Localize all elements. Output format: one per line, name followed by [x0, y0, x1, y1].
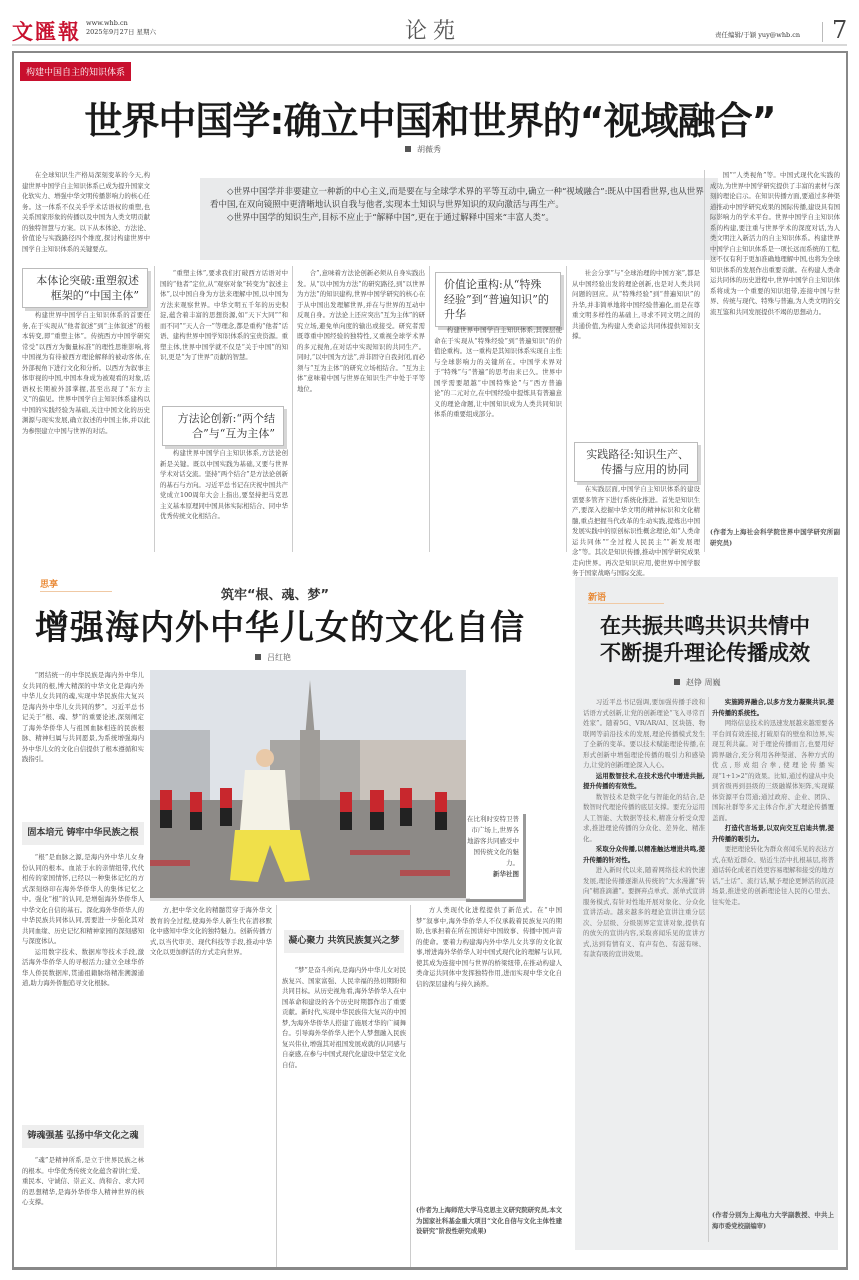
tai-chi-photo [150, 670, 466, 898]
article2-author: 吕红艳 [267, 653, 291, 662]
newspaper-logo: 文匯報 [12, 19, 81, 44]
a2-col1b-text: “根”是血脉之源,是海内外中华儿女身份认同的根本。血浓于水的亲情纽带,代代相传的家国情怀,已经以一种集体记忆的方式深刻烙印在海外华侨华人的集体记忆之中。强化“根”的认同,是增强海外华侨华人中华文化自信的基石。深化海外华侨华人的中华民族共同体认同,需要进一步强化其对共同血缘、历史记忆和精神家园的深刻感知与深度体认。 [22, 853, 144, 945]
article1-byline [405, 144, 441, 155]
page-number-divider [822, 22, 823, 42]
a3-col1c-text: 进入新时代以来,随着网络技术的快速发展,理论传播逐渐从传统的“大水漫灌”转向“精准滴灌”。要摒弃点单式、派单式宣讲服务模式,有针对性地开展对象化、分众化宣讲活动。越来越多的理论宣讲注重分层次、分层级、分级别界定宣讲对象,提供有的放矢的宣讲内容,采取喜闻乐见的宣讲方式,达到有情有义、有声有色、有滋有味、有款有吸的宣讲效果。 [583, 866, 705, 958]
col1-text: 构建世界中国学自主知识体系的首要任务,在于实现从“他者叙述”到“主体叙述”的根本转变,即“重塑主体”。传统西方中国学研究常受“以西方为衡量标准”的理性思维影响,将中国视为有待被西方理论解释的被动客体,在外部视角下进行文化和分析。以西方为叙事主体审视的中国,中国本身成为被观看的对象,话语权长期被外部掌握,甚至出现了“东方主义”的偏见。世界中国学自主知识体系建构以中国的实践经验为基础,关注中国文化的历史渊源与现实发展,确立叙述的中国主体,并以此为参照建立中国与世界的对话。 [22, 311, 150, 435]
column-rule [566, 266, 567, 552]
article3-col2 [712, 697, 834, 1207]
article1-headline: 世界中国学:确立中国和世界的“视域融合” [84, 99, 776, 143]
masthead [0, 0, 859, 46]
masthead-meta [86, 19, 156, 37]
column-rule [154, 266, 155, 552]
a3-lead-1: 运用数智技术,在技术迭代中增进共振,提升传播的有效性。 [583, 771, 705, 790]
col2b-text: 构建世界中国学自主知识体系,方法论创新是关键。既以中国实践为基础,又要与世界学术对话交流。坚持“两个结合”是方法论创新的基石与方向。习近平总书记在庆祝中国共产党成立100周年大会上指出,要坚持把马克思主义基本原理同中国具体实际相结合、同中华优秀传统文化相结合。 [160, 449, 288, 520]
byline-square-icon [674, 679, 680, 685]
article3-author-note: (作者分别为上海电力大学副教授、中共上海市委党校副编审) [712, 1211, 834, 1230]
subhead-soul [22, 1125, 144, 1148]
article1-col2 [160, 268, 288, 403]
col3-text: 合”,意味着方法论创新必须从自身实践出发。从“以中国为方法”的研究路径,到“以世界为方法”的知识建构,世界中国学研究的核心在于从中国出发理解世界,并在与世界的互动中反观自身。方法论上还应突出“互为主体”的研究立场,避免单向度的输出或接受。研究者需既尊重中国经验的独特性,又重视全球学术界的多元视角,在对话中实现知识的共同生产。同时,“以中国为方法”,并非固守自我封闭,而必须与“互为主体”的研究立场相结合。“互为主体”意味着中国与世界在知识生产中处于平等地位。 [297, 269, 425, 393]
article2-byline [255, 652, 291, 663]
column-rule [429, 266, 430, 552]
article1-abstract [200, 178, 718, 260]
section-title: 论苑 [405, 19, 462, 44]
article2-col1d [22, 1155, 144, 1267]
article2-col3 [282, 965, 406, 1267]
a2-col2-text: 方,把中华文化的精髓贯穿于海外华文教育的全过程,使海外华人新生代在潜移默化中感知中华文化的独特魅力。创新传播方式,以当代审美、现代科技等手段,推动中华文化以更加鲜活的方式走向世界。 [150, 906, 272, 956]
article1-author: 胡薇秀 [417, 145, 441, 154]
photo-shadow [150, 898, 470, 901]
caption-text: 在比利时安特卫普市广场上,世界各地游客共同感受中国传统文化的魅力。 [467, 815, 519, 867]
editor-credit: 责任编辑/于颖 yuy@whb.cn [715, 31, 801, 39]
article1-col5b [572, 484, 700, 577]
a3-col1-text: 习近平总书记强调,要加强传播手段和话语方式创新,让党的创新理论“飞入寻常百姓家”。随着5G、VR/AR/AI、区块链、物联网等前沿技术的发展,理论传播模式发生了全新的变革。要以技术赋能理论传播,在形式创新中增强理论传播的吸引力和感染力,让党的创新理论深入人心。 [583, 698, 705, 769]
section-label-rule [40, 591, 112, 592]
article1-col5 [572, 268, 700, 438]
a2-col4-text: 方人类现代化进程提供了新范式。在“中国梦”叙事中,海外华侨华人不仅承载着民族复兴的期盼,也承担着在所在国讲好中国故事、传播中国声音的使命。要着力构建海内外中华儿女共享的文化叙事,增进海外华侨华人对中国式现代化的理解与认同,使其成为连接中国与世界的桥梁纽带,在推动构建人类命运共同体中发挥独特作用,进而实现中华文化自信的深层建构与持久涵养。 [416, 906, 562, 988]
article1-author-note: (作者为上海社会科学院世界中国学研究所副研究员) [710, 528, 840, 547]
a3-lead-4: 打造代言场景,以双向交互启迪共情,提升传播的吸引力。 [712, 824, 834, 843]
a3-col2-text: 网络信息技术的迅速发展越来越需要各平台间有效连接,打破原有的壁垒和边界,实现互利共赢。对于理论传播而言,也要用好跨界融合,充分利用各种渠道、各种方式的优点,形成组合拳,使理论传播实现“1+1>2”的效果。比如,通过构建从中央到省级再到县级的三级融媒体矩阵,实现媒体资源平台贯通;通过政府、企业、团队、国际社群等多元主体合作,扩大理论传播覆盖面。 [712, 719, 834, 822]
article1-col3 [297, 268, 425, 552]
subhead-soul-text: 铸魂强基 弘扬中华文化之魂 [27, 1131, 139, 1141]
a2-col1c-text: 运用数字技术、数据库等技术手段,激活海外华侨华人的寻根活力;建立全球华侨华人侨民数据库,贯通祖籍脉络精准溯源通道,助力海外侨胞追寻文化根脉。 [22, 947, 144, 987]
col5b-text: 在实践层面,中国学自主知识体系的建设需要多管齐下进行系统化推进。首先是知识生产,要深入挖掘中华文明的精神标识和文化精髓,重点把握当代改革的生动实践,提炼出中国发展实践中的原创标识性概念理论,如“人类命运共同体”“全过程人民民主”“新发展理念”等。其次是知识传播,推动中国学研究成果走向世界。再次是知识应用,使世界中国学服务于国家战略与国际交流。 [572, 485, 700, 577]
subhead-practice: 实践路径:知识生产、传播与应用的协同 [574, 442, 698, 482]
col5-text: 社会分享”与“全球治理的中国方案”,都是从中国经验出发的理论创新,也是对人类共同问题的回应。从“特殊经验”到“普遍知识”的升华,并非简单地将中国经验普遍化,而是在尊重文明多样性的基础上,寻求不同文明之间的共通价值,为构建人类命运共同体提供知识支撑。 [572, 269, 700, 340]
article2-author-note: (作者为上海师范大学马克思主义研究院研究员,本文为国家社科基金重大项目“文化自信与文化主体性建设研究”阶段性研究成果) [416, 1206, 562, 1235]
article1-col1 [22, 310, 150, 552]
byline-square-icon [255, 654, 261, 660]
subhead-root-text: 固本培元 铸牢中华民族之根 [27, 828, 139, 838]
intro-text: 在全球知识生产格局深刻变革的今天,构建世界中国学自主知识体系已成为提升国家文化软实力、增强中华文明传播影响力的核心任务。这一体系不仅关乎学术话语权的重塑,也关系国家形象的传播以及中国为人类文明贡献的独特智慧与方案。以下从本体论、方法论、价值论与实践路径四个维度,探讨构建世界中国学自主知识体系的关键要点。 [22, 171, 150, 253]
article3-authors: 赵铮 周巍 [686, 678, 721, 687]
photo-illustration [150, 670, 466, 898]
a2-col1d-text: “魂”是精神所系,是立于世界民族之林的根本。中华优秀传统文化蕴含着讲仁爱、重民本、守诚信、崇正义、尚和合、求大同的思想精华,是海外华侨华人精神世界的核心支撑。 [22, 1156, 144, 1206]
subhead-axiology: 价值论重构:从“特殊经验”到“普遍知识”的升华 [435, 272, 561, 327]
col4-text: 构建世界中国学自主知识体系,其深层使命在于实现从“特殊经验”到“普遍知识”的价值论重构。这一重构是其知识体系实现自主性与全球影响力的关键所在。中国学术界对于“特殊”与“普遍”的思考由来已久。世界中国学需要超越“中国特殊论”与“西方普遍论”的二元对立,在中国经验中提炼具有普遍意义的理论命题,让中国知识成为人类共同知识体系的重要组成部分。 [434, 326, 562, 418]
subhead-dream [284, 930, 404, 953]
article3-byline [674, 677, 721, 688]
article2-col4 [416, 905, 562, 1203]
column-rule [410, 905, 411, 1267]
column-rule [708, 697, 709, 1242]
col2-text: “重塑主体”,要求我们打破西方话语对中国的“他者”定位,从“观察对象”转变为“叙述主体”,以中国自身为方法来理解中国,以中国为方法来观察世界。中华文明五千年的历史积淀,蕴含着丰富的思想资源,如“天下大同”“和而不同”“天人合一”等理念,都是重构“他者”话语、建构世界中国学知识体系的宝贵资源。重塑主体,世界中国学就不仅是“关于中国”的知识,更是“为了世界”贡献的智慧。 [160, 269, 288, 361]
a3-lead-2: 采取分众传播,以精准触达增进共鸣,提升传播的针对性。 [583, 845, 705, 864]
column-tag: 构建中国自主的知识体系 [20, 62, 131, 81]
article2-col1 [22, 670, 144, 820]
article2-col1b [22, 852, 144, 1122]
a3-col1b-text: 数智技术是数字化与智能化的结合,是数智时代理论传播的底层支撑。要充分运用人工智能、大数据等技术,精准分析受众需求,推进理论传播的分众化、差异化、精准化。 [583, 792, 705, 843]
site-url[interactable]: www.whb.cn [86, 19, 128, 27]
photo-credit: 新华社图 [493, 870, 519, 878]
subhead-methodology: 方法论创新:“两个结合”与“互为主体” [162, 406, 284, 446]
article2-col2 [150, 905, 272, 1267]
page-number: 7 [832, 16, 848, 44]
a2-col1-text: “团结统一的中华民族是海内外中华儿女共同的根,博大精深的中华文化是海内外中华儿女共同的魂,实现中华民族伟大复兴是海内外中华儿女共同的梦”。习近平总书记关于“根、魂、梦”的重要论述,深刻阐定了海外华侨华人与祖国血脉相连的民族根脉、精神归属与共同愿景,为系统增强海内外中华儿女的文化自信提供了根本遵循和实践指引。 [22, 671, 144, 763]
article1-col4 [434, 325, 562, 552]
article3-headline [580, 612, 830, 666]
a2-col3-text: “梦”是奋斗所向,是海内外中华儿女对民族复兴、国家富强、人民幸福的热切期盼和共同目标。从历史视角看,海外华侨华人在中国革命和建设的各个历史时期都作出了重要贡献。新时代,实现中华民族伟大复兴的中国梦,为海外华侨华人搭建了施展才华的广阔舞台。引导海外华侨华人把个人梦想融入民族复兴伟业,增强其对祖国发展成就的认同感与自豪感,在参与中国式现代化建设中坚定文化自信。 [282, 966, 406, 1069]
issue-date: 2025年9月27日 星期六 [86, 28, 157, 36]
column-rule [704, 170, 705, 552]
article1-col6 [710, 170, 840, 525]
section-label-rule [588, 603, 664, 604]
masthead-rule [12, 44, 847, 46]
subhead-ontology: 本体论突破:重塑叙述框架的“中国主体” [22, 268, 148, 308]
a3-lead-3: 实施跨界融合,以多方发力凝聚共识,提升传播的系统性。 [712, 698, 834, 717]
article1-intro [22, 170, 150, 265]
article3-headline-line1: 在共振共鸣共识共情中 [600, 613, 810, 638]
column-rule [276, 905, 277, 1267]
article2-kicker: 筑牢“根、魂、梦” [220, 588, 330, 603]
section-label-sixiang: 思享 [40, 580, 59, 590]
abstract-point-2: ◇世界中国学的知识生产,目标不应止于“解释中国”,更在于通过解释中国来“丰富人类”。 [227, 213, 554, 223]
abstract-point-1: ◇世界中国学并非要建立一种新的中心主义,而是要在与全球学术界的平等互动中,确立一种“视域融合”:既从中国看世界,也从世界看中国,在双向镜照中更清晰地认识自我与他者,实现本土知识与世界知识的双向激活与再生产。 [210, 187, 704, 210]
article2-headline: 增强海内外中华儿女的文化自信 [35, 608, 525, 648]
a3-col2b-text: 要把理论转化为群众喜闻乐见的表达方式,在贴近群众、贴近生活中扎根基层,将普通话转化成老百姓更容易理解和接受的地方话,“土话”、流行话,赋予理论更鲜活的沉浸场景,推进党的创新理论往人民的心里去、往实处走。 [712, 845, 834, 906]
byline-square-icon [405, 146, 411, 152]
subhead-root [22, 822, 144, 845]
section-label-xinyu: 新语 [588, 593, 607, 603]
photo-caption [466, 814, 526, 902]
article1-col2b [160, 448, 288, 552]
subhead-dream-text: 凝心聚力 共筑民族复兴之梦 [288, 936, 400, 946]
article3-col1 [583, 697, 705, 1242]
column-rule [292, 266, 293, 552]
col6-text: 国”“人类视角”等。中国式现代化实践的成功,为世界中国学研究提供了丰富的素材与深刻的理论启示。在知识传播方面,要通过多种渠道推动中国学研究成果的国际传播,建设具有国际影响力的学术平台。世界中国学自主知识体系的构建,要注重与世界学术的深度对话,为人类文明注入新活力的自主知识体系。构建世界中国学自主知识体系是一项长远而系统的工程,这不仅有利于更加准确地理解中国,也将为全球知识体系的发展作出重要贡献。在构建人类命运共同体的历史进程中,世界中国学自主知识体系将成为一个重要的知识纽带,连接中国与世界、传统与现代、特殊与普遍,为人类文明的交流互鉴和共同发展提供不竭的思想动力。 [710, 171, 840, 316]
article3-headline-line2: 不断提升理论传播成效 [600, 640, 810, 665]
